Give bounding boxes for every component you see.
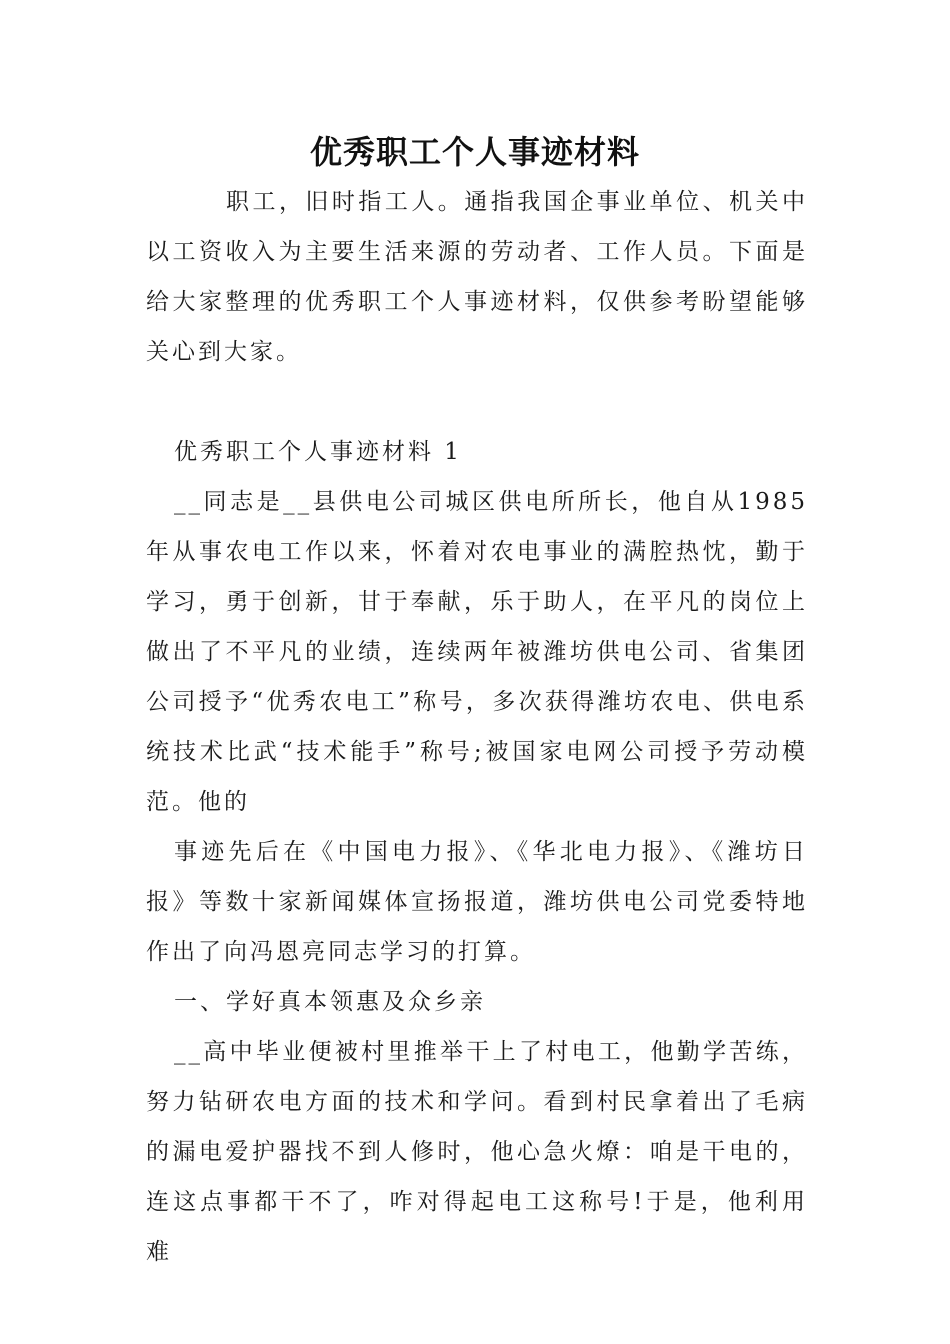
document-title: 优秀职工个人事迹材料 (309, 133, 640, 171)
subsection-heading: 一、学好真本领惠及众乡亲 (174, 989, 486, 1015)
paragraph-spacer (146, 377, 808, 427)
intro-paragraph: 职工，旧时指工人。通指我国企事业单位、机关中以工资收入为主要生活来源的劳动者、工作人员。下面是给大家整理的优秀职工个人事迹材料，仅供参考盼望能够关心到大家。 (146, 189, 808, 365)
body-paragraph: __同志是__县供电公司城区供电所所长，他自从1985年从事农电工作以来，怀着对农电事业的满腔热忱，勤于学习，勇于创新，甘于奉献，乐于助人，在平凡的岗位上做出了不平凡的业绩，连续两年被潍坊供电公司、省集团公司授予“优秀农电工”称号，多次获得潍坊农电、供电系统技术比武“技术能手”称号;被国家电网公司授予劳动模范。他的 (146, 489, 808, 815)
document-body (146, 177, 808, 1277)
body-paragraph: 事迹先后在《中国电力报》、《华北电力报》、《潍坊日报》等数十家新闻媒体宣扬报道，潍坊供电公司党委特地作出了向冯恩亮同志学习的打算。 (146, 839, 808, 965)
body-paragraph: __高中毕业便被村里推举干上了村电工，他勤学苦练，努力钻研农电方面的技术和学问。看到村民拿着出了毛病的漏电爱护器找不到人修时，他心急火燎：咱是干电的，连这点事都干不了，咋对得起电工这称号!于是，他利用难 (146, 1039, 808, 1265)
section-heading: 优秀职工个人事迹材料 1 (174, 439, 462, 465)
